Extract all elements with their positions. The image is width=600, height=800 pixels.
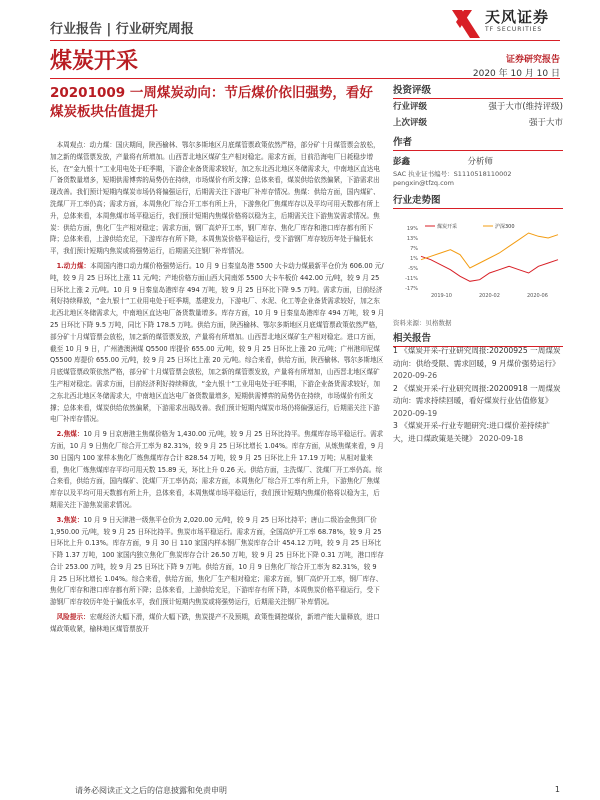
trend-title: 行业走势图 [393, 192, 563, 209]
y-tick-label: 7% [410, 246, 418, 252]
rating-box [393, 82, 563, 131]
logo-text-en: TF SECURITIES [485, 26, 543, 33]
author-email[interactable]: pengxin@tfzq.com [393, 179, 454, 187]
x-tick-label: 2019-10 [431, 293, 452, 299]
related-item[interactable]: 1 《煤炭开采-行业研究周报:20200925 一周煤炭动向：供给受限、需求回暖，9 月煤价强势运行》 2020-09-26 [393, 346, 561, 380]
title-divider [50, 78, 560, 79]
page-title: 煤炭开采 [50, 49, 139, 74]
author-name: 彭鑫 [393, 157, 411, 167]
rating-row: 上次评级 强于大市 [393, 118, 563, 128]
legend-label: 沪深300 [495, 224, 515, 230]
author-box [393, 134, 563, 187]
footer-notice: 请务必阅读正文之后的信息披露和免责申明 [75, 786, 227, 795]
report-category: 行业报告 | 行业研究周报 [50, 22, 194, 37]
page-number: 1 [554, 785, 560, 794]
report-headline: 20201009 一周煤炭动向：节后煤价依旧强势，看好煤炭板块估值提升 [50, 85, 373, 120]
y-tick-label: 19% [406, 226, 418, 232]
x-tick-label: 2020-06 [527, 293, 548, 299]
report-date: 2020 年 10 月 10 日 [472, 69, 560, 79]
coking-coal-paragraph: 2.焦煤：10 月 9 日京唐港主焦煤价格为 1,430.00 元/吨，较 9 月 25 日环比持平。焦煤库存场平稳运行。需求方面，10 月 9 日焦化厂综合开工率为 82.31%，较 9 月 25 日环比增长 1.04%。库存方面，从炼焦煤来看，9 月 30 日国内 100 家样本焦化厂炼焦煤库存合计 828.54 万吨，较 9 月 25 日环比上升 17.19 万吨；从相对量来看，焦化厂炼焦煤库存平均可用天数 15.89 天，环比上升 0.26 天。供给方面，主洗煤厂、洗煤厂开工率仍高。综合来看，供给方面，国内煤矿、洗煤厂开工率仍高；需求方面，本周焦化厂综合开工率有所上升，下游焦化厂焦煤库存以及平均可用天数都有所上升，总体来看，本周焦煤市场平稳运行，我们预计短期内焦煤价格将以稳为主，后期需关注下游焦炭需求情况。 [50, 430, 384, 509]
author-role: 分析师 [467, 157, 493, 167]
trend-chart [393, 222, 563, 302]
series-line [421, 256, 558, 281]
related-list [393, 345, 563, 445]
y-tick-label: 1% [410, 256, 418, 262]
intro-paragraph: 本周观点：动力煤：国庆期间，陕西榆林、鄂尔多斯地区月底煤管票政策依然严格，部分矿十月煤管票会放松，加之新的煤管票发放，产量将有所增加。山西晋北地区煤矿生产相对稳定。需求方面，目前沿海电厂日耗稳步增长，在“金九银十”工业用电处于旺季期，下游企业备货需求较好，加之东北西北地区冬储需求大，中南地区直达电厂备货数量增多，短期供需博弈的局势仍在持续，市场煤价有所支撑；总体来看，煤炭供给依然偏紧，下游需求出现改善。我们预计短期内煤炭市场仍将偏强运行，后期需关注下游电厂补库存情况。焦煤：供给方面，国内煤矿、洗煤厂开工率仍高；需求方面，本周焦化厂综合开工率有所上升，下游焦化厂焦煤库存以及平均可用天数都有所上升，总体来看，本周焦煤市场平稳运行，我们预计短期内焦煤价格将以稳为主，后期需关注下游焦炭需求情况。焦炭：供给方面，焦化厂生产相对稳定；需求方面，钢厂高炉开工率，钢厂库存、焦化厂库存和港口库存都有所下降；总体来看，上游供给充足，下游库存有所下降，本周焦炭价格平稳运行，受下游钢厂库存较历年处于偏低水平，我们预计短期内焦炭或将强势运行，后期需关注钢厂补库情况。 [50, 141, 380, 256]
report-type: 证券研究报告 [505, 55, 560, 65]
y-tick-label: -17% [405, 286, 418, 292]
chart-source: 资料来源：贝格数据 [393, 319, 452, 327]
x-tick-label: 2020-02 [479, 293, 500, 299]
related-item[interactable]: 3 《煤炭开采-行业专题研究:进口煤价差持续扩大，进口煤政策是关键》 2020-09-18 [393, 421, 550, 443]
related-title: 相关报告 [393, 330, 563, 347]
author-license: SAC 执业证书编号：S1110518110002 [393, 170, 512, 178]
legend-label: 煤炭开采 [437, 224, 458, 230]
rating-row: 行业评级 强于大市(维持评级) [393, 102, 563, 112]
thermal-coal-paragraph: 1.动力煤：本周国内港口动力煤价格强势运行。10 月 9 日秦皇岛港 5500 大卡动力煤最新平仓价为 606.00 元/吨，较 9 月 25 日环比上涨 11 元/吨；产地价格方面山西大同南郊 5500 大卡车板价 442.00 元/吨，较 9 月 25 日环比上涨 2 元/吨。10 月 9 日秦皇岛港库存 494 万吨，较 9 月 25 日环比下降 9.5 万吨。需求方面，目前经济利好持续释放，“金九银十”工业用电处于旺季期，基建发力，下游电厂、水泥、化工等企业备货需求较好，加之东北西北地区冬储需求大，中南地区直达电厂备货数量增多。库存方面，10 月 9 日秦皇岛港库存 494 万吨，较 9 月 25 日环比下降 9.5 万吨，同比下降 178.5 万吨。供给方面，陕西榆林、鄂尔多斯地区月底煤管票政策依然严格，部分矿十月煤管票会放松，加之新的煤管票发放，产量将有所增加。山西晋北地区煤矿生产相对稳定。进口方面，截至 10 月 9 日，广州港澳洲煤 Q5500 库提价 655.00 元/吨，较 9 月 25 日环比上涨 20 元/吨；广州港印尼煤 Q5500 库提价 655.00 元/吨，较 9 月 25 日环比上涨 20 元/吨。综合来看，供给方面，陕西榆林、鄂尔多斯地区月底煤管票政策依然严格，部分矿十月煤管票会放松，加之新的煤管票发放，产量将有所增加，山西晋北地区煤矿生产相对稳定。需求方面，目前经济利好持续释放，“金九银十”工业用电处于旺季期，下游企业备货需求较好，加之东北西北地区冬储需求大，中南地区直达电厂备货数量增多，短期供需博弈的局势仍在持续，市场煤价有所支撑；总体来看，煤炭供给依然偏紧，下游需求出现改善。我们预计短期内煤炭市场仍将偏强运行，后期需关注下游电厂补库存情况。 [50, 261, 385, 424]
rating-title: 投资评级 [393, 82, 563, 99]
y-tick-label: -5% [408, 266, 418, 272]
body-text [50, 140, 385, 639]
header-divider [50, 40, 560, 41]
related-item[interactable]: 2 《煤炭开采-行业研究周报:20200918 一周煤炭动向：需求持续回暖，看好煤炭行业估值修复》 2020-09-19 [393, 383, 561, 418]
series-line [421, 233, 558, 268]
y-tick-label: -11% [405, 276, 418, 282]
y-tick-label: 13% [406, 236, 418, 242]
trend-box [393, 192, 563, 209]
logo-text: 天风证券 [485, 8, 550, 26]
risk-paragraph: 风险提示：宏观经济大幅下滑，煤价大幅下跌，焦炭提产不及预期，政策性调控煤价，新增产能大量释放，进口煤政策收紧，榆林地区煤管票放开 [50, 613, 380, 633]
author-title: 作者 [393, 134, 563, 151]
coke-paragraph: 3.焦炭：10 月 9 日天津港一级焦平仓价为 2,020.00 元/吨，较 9 月 25 日环比持平；唐山二级冶金焦到厂价 1,950.00 元/吨，较 9 月 25 日环比持平。焦炭市场平稳运行。需求方面，全国高炉开工率 68.78%，较 9 月 25 日环比上升 0.13%。库存方面，9 月 30 日 110 家国内样本钢厂焦炭库存合计 454.12 万吨，较 9 月 25 日环比下降 1.37 万吨，100 家国内独立焦化厂焦炭库存合计 26.50 万吨，较 9 月 25 日环比下降 0.31 万吨，港口库存合计 253.00 万吨，较 9 月 25 日环比下降 9 万吨。供给方面，10 月 9 日焦化厂综合开工率为 82.31%，较 9 月 25 日环比增长 1.04%。综合来看，供给方面，焦化厂生产相对稳定；需求方面，钢厂高炉开工率，钢厂库存、焦化厂库存和港口库存都有所下降；总体来看，上游供给充足，下游库存有所下降，本周焦炭价格平稳运行，受下游钢厂库存较历年处于偏低水平，我们预计短期内焦炭或将强势运行，后期需关注钢厂补库情况。 [50, 515, 384, 607]
